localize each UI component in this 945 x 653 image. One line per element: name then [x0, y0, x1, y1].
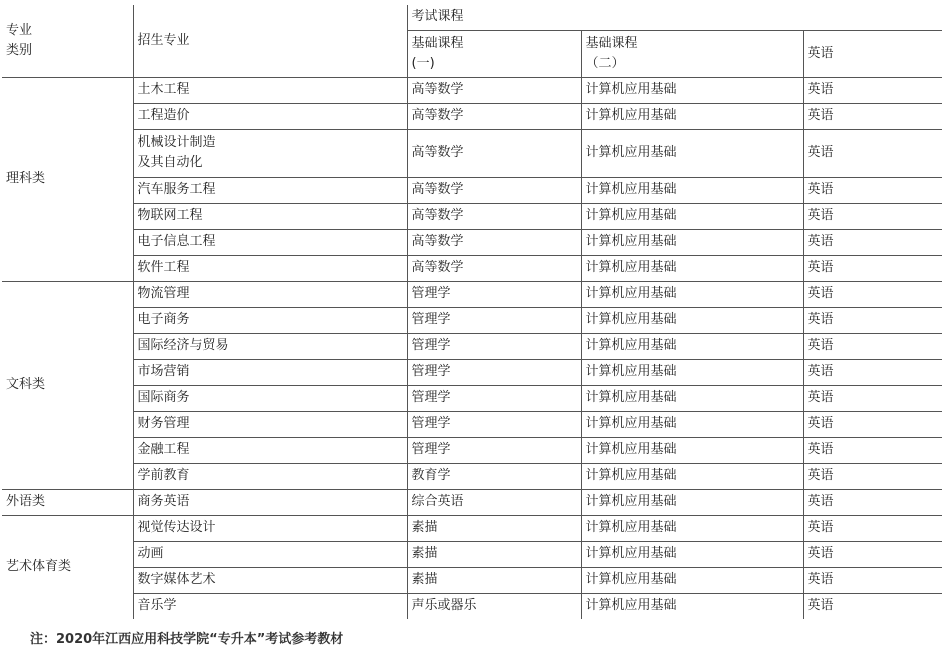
english-cell: 英语 [803, 103, 942, 129]
table-row [2, 203, 942, 229]
major-cell [133, 177, 407, 203]
course2-cell: 计算机应用基础 [581, 255, 803, 281]
major-cell [133, 103, 407, 129]
category-cell: 外语类 [2, 489, 133, 515]
major-line: 学前教育 [137, 468, 190, 483]
header-course1-line2: (一) [411, 55, 435, 71]
major-line: 物流管理 [137, 286, 190, 301]
english-cell: 英语 [803, 385, 942, 411]
english-cell: 英语 [803, 177, 942, 203]
course1-cell: 声乐或器乐 [407, 593, 581, 619]
major-line: 国际经济与贸易 [137, 338, 229, 353]
major-line: 汽车服务工程 [137, 182, 216, 197]
english-cell: 英语 [803, 255, 942, 281]
major-line: 及其自动化 [137, 155, 203, 170]
table-row [2, 411, 942, 437]
major-line: 金融工程 [137, 442, 190, 457]
table-row [2, 463, 942, 489]
course1-cell: 高等数学 [407, 77, 581, 103]
category-cell: 文科类 [2, 281, 133, 489]
course2-cell: 计算机应用基础 [581, 567, 803, 593]
english-cell: 英语 [803, 281, 942, 307]
english-cell: 英语 [803, 541, 942, 567]
course2-cell: 计算机应用基础 [581, 177, 803, 203]
major-line: 数字媒体艺术 [137, 572, 216, 587]
header-category-line2: 类别 [6, 42, 33, 58]
major-cell [133, 333, 407, 359]
course1-cell: 高等数学 [407, 177, 581, 203]
table-row [2, 359, 942, 385]
major-cell [133, 463, 407, 489]
table-row [2, 489, 942, 515]
course1-cell: 综合英语 [407, 489, 581, 515]
major-cell [133, 567, 407, 593]
course2-cell: 计算机应用基础 [581, 203, 803, 229]
major-cell [133, 203, 407, 229]
english-cell: 英语 [803, 203, 942, 229]
major-cell [133, 229, 407, 255]
table-row [2, 593, 942, 619]
major-cell [133, 437, 407, 463]
major-line: 商务英语 [137, 494, 190, 509]
table-row [2, 129, 942, 177]
major-cell [133, 385, 407, 411]
major-cell [133, 281, 407, 307]
course1-cell: 管理学 [407, 359, 581, 385]
course1-cell: 管理学 [407, 385, 581, 411]
header-course2-line1: 基础课程 [585, 35, 638, 51]
major-line: 工程造价 [137, 108, 190, 123]
english-cell: 英语 [803, 489, 942, 515]
table-row [2, 281, 942, 307]
course2-cell: 计算机应用基础 [581, 281, 803, 307]
english-cell: 英语 [803, 129, 942, 177]
english-cell: 英语 [803, 515, 942, 541]
course1-cell: 素描 [407, 541, 581, 567]
english-cell: 英语 [803, 411, 942, 437]
major-cell [133, 593, 407, 619]
course2-cell: 计算机应用基础 [581, 359, 803, 385]
english-cell: 英语 [803, 593, 942, 619]
header-category-line1: 专业 [6, 22, 33, 38]
course2-cell: 计算机应用基础 [581, 229, 803, 255]
table-row [2, 307, 942, 333]
major-cell [133, 359, 407, 385]
course2-cell: 计算机应用基础 [581, 103, 803, 129]
table-row [2, 177, 942, 203]
table-row [2, 541, 942, 567]
course2-cell: 计算机应用基础 [581, 385, 803, 411]
course2-cell: 计算机应用基础 [581, 541, 803, 567]
major-cell [133, 129, 407, 177]
table-row [2, 515, 942, 541]
header-course1-line1: 基础课程 [411, 35, 464, 51]
course1-cell: 高等数学 [407, 255, 581, 281]
course1-cell: 管理学 [407, 281, 581, 307]
english-cell: 英语 [803, 307, 942, 333]
course1-cell: 管理学 [407, 437, 581, 463]
header-category [2, 5, 133, 77]
table-row [2, 567, 942, 593]
header-course2 [581, 30, 803, 77]
category-cell: 理科类 [2, 77, 133, 281]
course1-cell: 高等数学 [407, 129, 581, 177]
table-row [2, 77, 942, 103]
course2-cell: 计算机应用基础 [581, 129, 803, 177]
course2-cell: 计算机应用基础 [581, 489, 803, 515]
major-line: 电子商务 [137, 312, 190, 327]
course2-cell: 计算机应用基础 [581, 463, 803, 489]
course1-cell: 管理学 [407, 411, 581, 437]
course1-cell: 教育学 [407, 463, 581, 489]
major-cell [133, 255, 407, 281]
table-row [2, 333, 942, 359]
major-line: 机械设计制造 [137, 135, 216, 150]
english-cell: 英语 [803, 229, 942, 255]
header-exam-courses: 考试课程 [407, 5, 942, 30]
major-line: 市场营销 [137, 364, 190, 379]
course2-cell: 计算机应用基础 [581, 593, 803, 619]
course2-cell: 计算机应用基础 [581, 515, 803, 541]
english-cell: 英语 [803, 463, 942, 489]
course1-cell: 素描 [407, 567, 581, 593]
header-row-1 [2, 5, 942, 30]
course2-cell: 计算机应用基础 [581, 307, 803, 333]
english-cell: 英语 [803, 77, 942, 103]
course2-cell: 计算机应用基础 [581, 77, 803, 103]
course1-cell: 管理学 [407, 333, 581, 359]
exam-course-table [2, 5, 942, 619]
major-line: 电子信息工程 [137, 234, 216, 249]
table-row [2, 255, 942, 281]
header-course1 [407, 30, 581, 77]
course1-cell: 高等数学 [407, 203, 581, 229]
header-course2-line2: （二） [585, 55, 625, 71]
table-row [2, 437, 942, 463]
english-cell: 英语 [803, 567, 942, 593]
english-cell: 英语 [803, 359, 942, 385]
english-cell: 英语 [803, 437, 942, 463]
course1-cell: 素描 [407, 515, 581, 541]
major-line: 物联网工程 [137, 208, 203, 223]
footnote: 注：2020年江西应用科技学院“专升本”考试参考教材 [30, 632, 344, 647]
table-row [2, 385, 942, 411]
course1-cell: 高等数学 [407, 229, 581, 255]
major-cell [133, 411, 407, 437]
major-line: 音乐学 [137, 598, 177, 614]
major-line: 软件工程 [137, 260, 190, 275]
course2-cell: 计算机应用基础 [581, 411, 803, 437]
course2-cell: 计算机应用基础 [581, 333, 803, 359]
major-line: 动画 [137, 546, 164, 561]
category-cell: 艺术体育类 [2, 515, 133, 619]
table-row [2, 103, 942, 129]
major-line: 视觉传达设计 [137, 520, 216, 535]
major-cell [133, 515, 407, 541]
course1-cell: 管理学 [407, 307, 581, 333]
major-cell [133, 489, 407, 515]
major-line: 财务管理 [137, 416, 190, 431]
major-line: 国际商务 [137, 390, 190, 405]
major-cell [133, 77, 407, 103]
major-cell [133, 307, 407, 333]
header-course3: 英语 [803, 30, 942, 77]
table-body [2, 5, 942, 619]
english-cell: 英语 [803, 333, 942, 359]
header-major: 招生专业 [133, 5, 407, 77]
table-row [2, 229, 942, 255]
course2-cell: 计算机应用基础 [581, 437, 803, 463]
course1-cell: 高等数学 [407, 103, 581, 129]
major-cell [133, 541, 407, 567]
major-line: 土木工程 [137, 82, 190, 97]
